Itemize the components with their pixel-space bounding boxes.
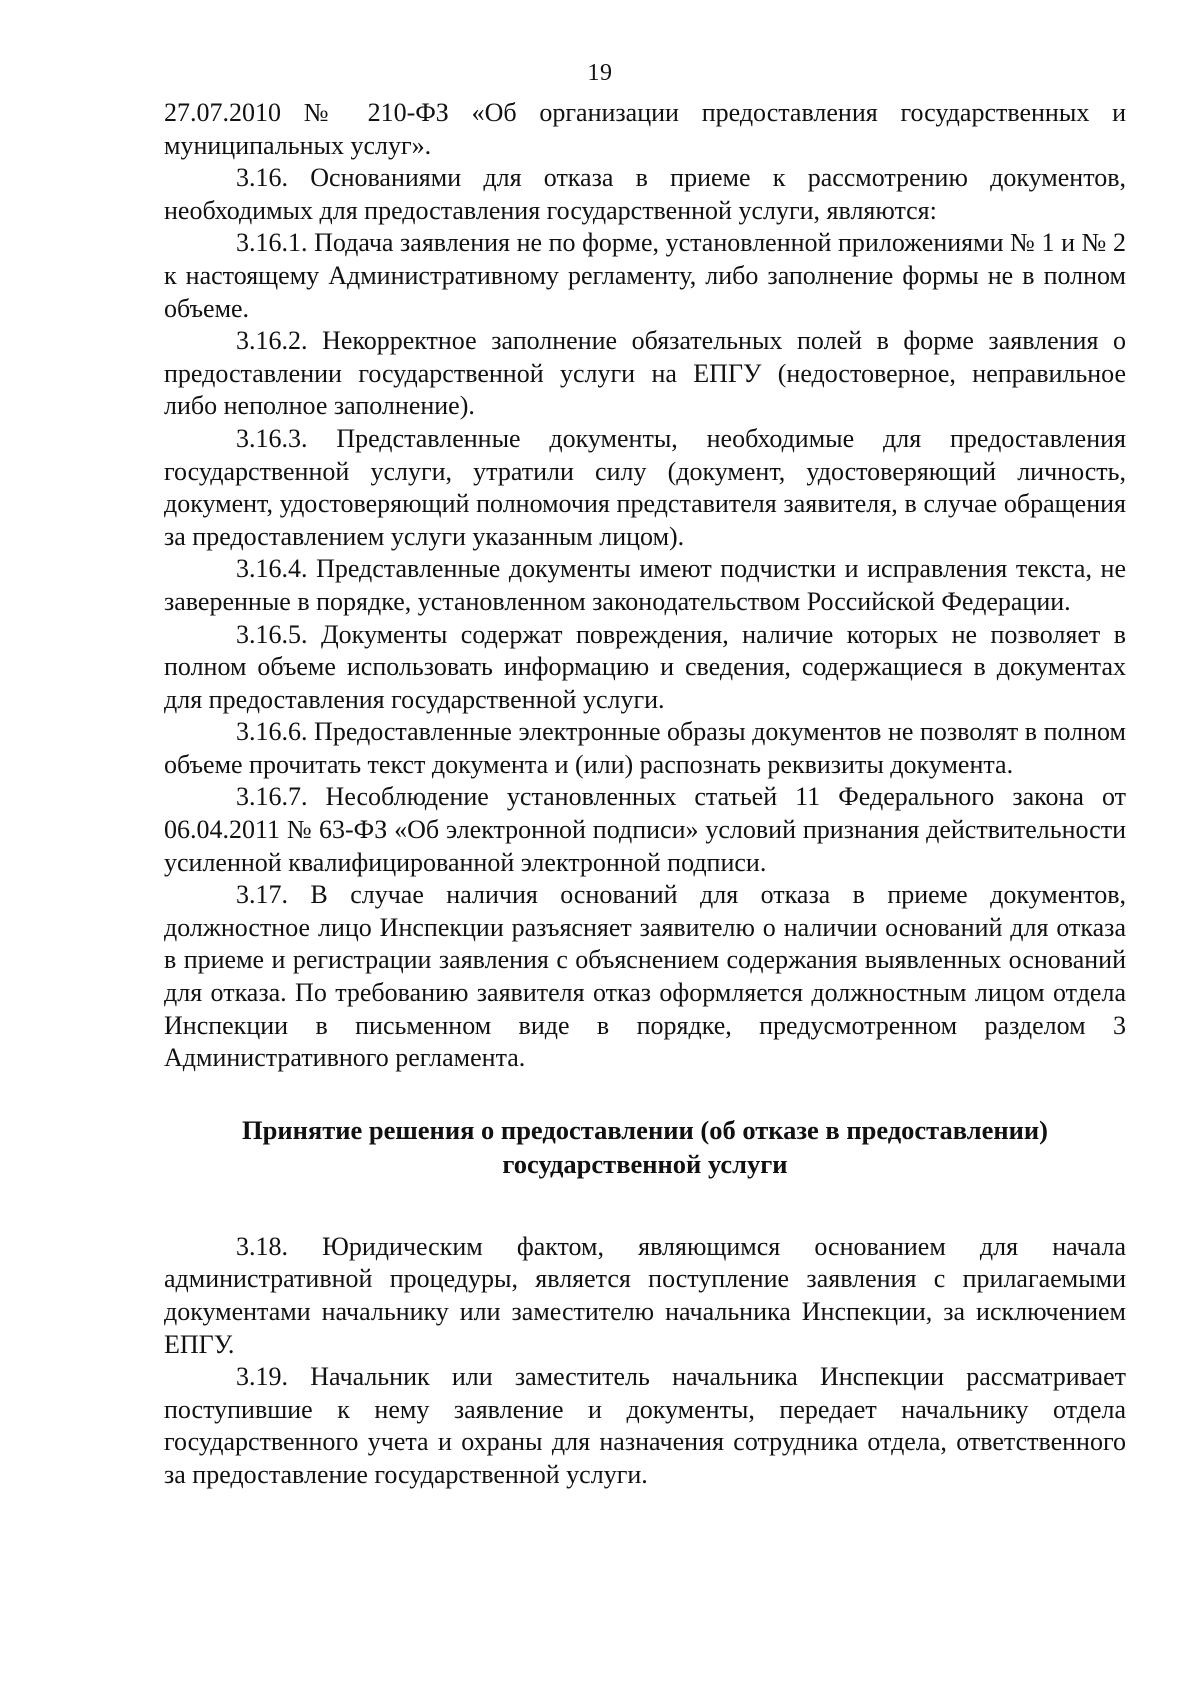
section-heading-line-2: государственной услуги xyxy=(502,1148,788,1179)
section-heading-line-1: Принятие решения о предоставлении (об отказе в предоставлении) xyxy=(242,1114,1048,1145)
paragraph-3-17: 3.17. В случае наличия оснований для отказа в приеме документов, должностное лицо Инспекции разъясняет заявителю о наличии оснований для отказа в приеме и регистрации заявления с объяснением содержания выявленных оснований для отказа. По требованию заявителя отказ оформляется должностным лицом отдела Инспекции в письменном виде в порядке, предусмотренном разделом 3 Административного регламента. xyxy=(164,880,1126,1073)
paragraph-3-18: 3.18. Юридическим фактом, являющимся основанием для начала административной процедуры, является поступление заявления с прилагаемыми документами начальнику или заместителю начальника Инспекции, за исключением ЕПГУ. xyxy=(164,1231,1126,1359)
paragraph-3-16-3: 3.16.3. Представленные документы, необходимые для предоставления государственной услуги, утратили силу (документ, удостоверяющий личность, документ, удостоверяющий полномочия представителя заявителя, в случае обращения за предоставлением услуги указанным лицом). xyxy=(164,423,1126,551)
paragraph-3-16: 3.16. Основаниями для отказа в приеме к рассмотрению документов, необходимых для предоставления государственной услуги, являются: xyxy=(164,163,1126,225)
paragraph-3-19: 3.19. Начальник или заместитель начальника Инспекции рассматривает поступившие к нему заявление и документы, передает начальнику отдела государственного учета и охраны для назначения сотрудника отдела, ответственного за предоставление государственной услуги. xyxy=(164,1362,1126,1489)
page-number: 19 xyxy=(587,60,613,86)
paragraph-continuation: 27.07.2010 № 210-ФЗ «Об организации предоставления государственных и муниципальных услуг». xyxy=(164,98,1126,160)
section-heading xyxy=(164,1113,1126,1181)
document-body xyxy=(164,97,1126,1492)
paragraph-3-16-6: 3.16.6. Предоставленные электронные образы документов не позволят в полном объеме прочитать текст документа и (или) распознать реквизиты документа. xyxy=(164,717,1126,779)
paragraph-3-16-4: 3.16.4. Представленные документы имеют подчистки и исправления текста, не заверенные в порядке, установленном законодательством Российской Федерации. xyxy=(164,554,1126,616)
paragraph-3-16-7: 3.16.7. Несоблюдение установленных статьей 11 Федерального закона от 06.04.2011 № 63-ФЗ «Об электронной подписи» условий признания действительности усиленной квалифицированной электронной подписи. xyxy=(164,782,1126,877)
paragraph-3-16-1: 3.16.1. Подача заявления не по форме, установленной приложениями № 1 и № 2 к настоящему Административному регламенту, либо заполнение формы не в полном объеме. xyxy=(164,228,1126,323)
paragraph-3-16-2: 3.16.2. Некорректное заполнение обязательных полей в форме заявления о предоставлении государственной услуги на ЕПГУ (недостоверное, неправильное либо неполное заполнение). xyxy=(164,326,1126,421)
paragraph-3-16-5: 3.16.5. Документы содержат повреждения, наличие которых не позволяет в полном объеме использовать информацию и сведения, содержащиеся в документах для предоставления государственной услуги. xyxy=(164,619,1126,714)
